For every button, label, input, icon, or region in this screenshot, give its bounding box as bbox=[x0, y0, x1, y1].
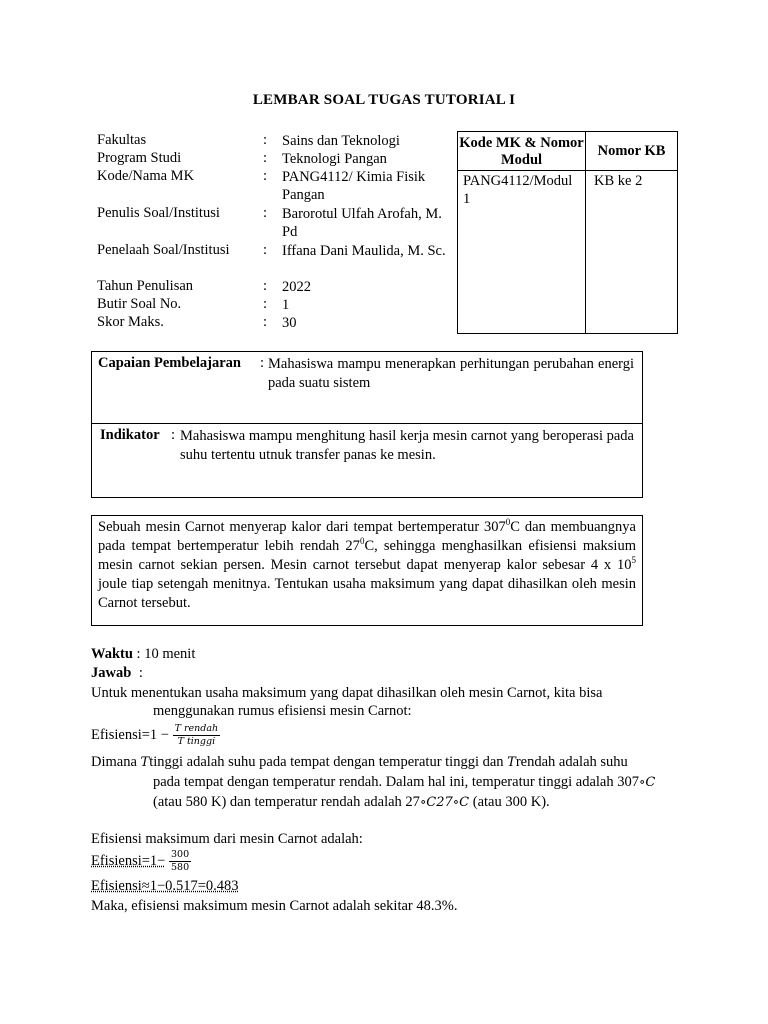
formula-numerator: T rendah bbox=[174, 723, 219, 735]
dimana-text: tinggi adalah suhu pada tempat dengan temperatur tinggi dan bbox=[149, 754, 508, 770]
info-value-penulis: Barorotul Ulfah Arofah, M. Pd bbox=[282, 206, 442, 240]
superscript: 5 bbox=[631, 555, 636, 566]
capaian-colon: : bbox=[260, 355, 265, 371]
info-colon: : bbox=[263, 314, 268, 330]
table-divider bbox=[585, 132, 586, 333]
info-colon: : bbox=[263, 296, 268, 312]
table-divider bbox=[458, 170, 677, 171]
efficiency-intro: Efisiensi maksimum dari mesin Carnot adalah: bbox=[91, 831, 363, 847]
eff-denominator: 580 bbox=[170, 862, 190, 874]
info-label-program-studi: Program Studi bbox=[97, 150, 182, 166]
formula-fraction bbox=[173, 723, 221, 748]
dimana-line-2 bbox=[153, 773, 655, 792]
info-value-fakultas: Sains dan Teknologi bbox=[282, 133, 400, 149]
eff-fraction bbox=[169, 849, 191, 874]
jawab-label: Jawab bbox=[91, 665, 132, 681]
formula-denominator: T tinggi bbox=[177, 736, 216, 748]
page-title: LEMBAR SOAL TUGAS TUTORIAL I bbox=[252, 92, 516, 108]
indikator-label: Indikator bbox=[100, 427, 160, 443]
indikator-text: Mahasiswa mampu menghitung hasil kerja mesin carnot yang beroperasi pada suhu tertentu utnuk transfer panas ke mesin. bbox=[180, 428, 634, 463]
eff-numerator: 300 bbox=[170, 849, 190, 861]
question-part: C dan membuangnya pada tempat bertemperatur lebih rendah 27 bbox=[98, 519, 636, 554]
temperature-symbol: T bbox=[507, 755, 516, 770]
table-header-kode-mk: Kode MK & Nomor Modul bbox=[459, 135, 584, 168]
waktu-label: Waktu bbox=[91, 646, 133, 662]
info-value-kode-mk: PANG4112/ Kimia Fisik Pangan bbox=[282, 169, 426, 203]
efficiency-calculation bbox=[91, 846, 191, 876]
info-value-program-studi: Teknologi Pangan bbox=[282, 151, 387, 167]
dimana-text: (atau 580 K) dan temperatur rendah adalah 27 bbox=[153, 794, 420, 810]
temperature-symbol: T bbox=[140, 755, 150, 770]
kode-mk-table bbox=[457, 131, 678, 334]
waktu-line bbox=[91, 645, 195, 663]
info-value-penelaah: Iffana Dani Maulida, M. Sc. bbox=[282, 243, 446, 259]
answer-intro-1: Untuk menentukan usaha maksimum yang dapat dihasilkan oleh mesin Carnot, kita bisa bbox=[91, 685, 603, 701]
question-box bbox=[91, 515, 643, 626]
question-part: Sebuah mesin Carnot menyerap kalor dari tempat bertemperatur 307 bbox=[98, 519, 506, 535]
celsius-symbol: ∘C bbox=[638, 775, 656, 790]
info-label-fakultas: Fakultas bbox=[97, 132, 147, 148]
info-value-butir: 1 bbox=[282, 297, 290, 313]
efficiency-formula bbox=[91, 720, 220, 750]
info-label-skor: Skor Maks. bbox=[97, 314, 164, 330]
dimana-line-3 bbox=[153, 793, 550, 812]
info-label-kode-mk: Kode/Nama MK bbox=[97, 168, 195, 184]
superscript: 0 bbox=[505, 517, 511, 528]
info-label-penelaah: Penelaah Soal/Institusi bbox=[97, 242, 230, 258]
dimana-text: (atau 300 K). bbox=[469, 794, 550, 810]
dimana-text: Dimana bbox=[91, 754, 141, 770]
dimana-line-1 bbox=[91, 753, 628, 772]
eff-prefix: Efisiensi=1− bbox=[91, 853, 166, 869]
efficiency-conclusion: Maka, efisiensi maksimum mesin Carnot adalah sekitar 48.3%. bbox=[91, 898, 458, 914]
question-part: C, sehingga menghasilkan efisiensi maksium mesin carnot sekian persen. Mesin carnot tersebut dapat menyerap kalor sebesar 4 x 10 bbox=[98, 538, 636, 573]
superscript: 0 bbox=[359, 536, 365, 547]
indikator-colon: : bbox=[171, 427, 176, 443]
table-cell-kode-mk: PANG4112/Modul 1 bbox=[463, 173, 573, 207]
info-colon: : bbox=[263, 278, 268, 294]
info-colon: : bbox=[263, 242, 268, 258]
info-value-skor: 30 bbox=[282, 315, 297, 331]
dimana-text: pada tempat dengan temperatur rendah. Dalam hal ini, temperatur tinggi adalah 307 bbox=[153, 774, 639, 790]
question-text bbox=[98, 518, 636, 613]
info-colon: : bbox=[263, 168, 268, 184]
info-colon: : bbox=[263, 132, 268, 148]
waktu-value: : 10 menit bbox=[136, 646, 196, 662]
capaian-indikator-box bbox=[91, 351, 643, 498]
table-cell-nomor-kb: KB ke 2 bbox=[594, 173, 643, 189]
efficiency-approx: Efisiensi≈1−0.517=0.483 bbox=[91, 878, 239, 894]
table-header-nomor-kb: Nomor KB bbox=[597, 143, 666, 159]
box-divider bbox=[92, 423, 642, 424]
info-colon: : bbox=[263, 205, 268, 221]
info-label-penulis: Penulis Soal/Institusi bbox=[97, 205, 220, 221]
formula-prefix: Efisiensi=1 − bbox=[91, 727, 169, 743]
dimana-text: rendah adalah suhu bbox=[515, 754, 628, 770]
question-part: joule tiap setengah menitnya. Tentukan usaha maksimum yang dapat dihasilkan oleh mesin Carnot tersebut. bbox=[98, 576, 636, 611]
info-value-tahun: 2022 bbox=[282, 279, 311, 295]
celsius-symbol: ∘C27∘C bbox=[419, 795, 470, 810]
info-label-tahun: Tahun Penulisan bbox=[97, 278, 194, 294]
capaian-text: Mahasiswa mampu menerapkan perhitungan perubahan energi pada suatu sistem bbox=[268, 356, 634, 391]
jawab-colon: : bbox=[138, 665, 143, 681]
jawab-line bbox=[91, 664, 143, 682]
info-label-butir: Butir Soal No. bbox=[97, 296, 182, 312]
answer-intro-2: menggunakan rumus efisiensi mesin Carnot: bbox=[153, 703, 412, 719]
info-colon: : bbox=[263, 150, 268, 166]
capaian-label: Capaian Pembelajaran bbox=[98, 355, 241, 371]
